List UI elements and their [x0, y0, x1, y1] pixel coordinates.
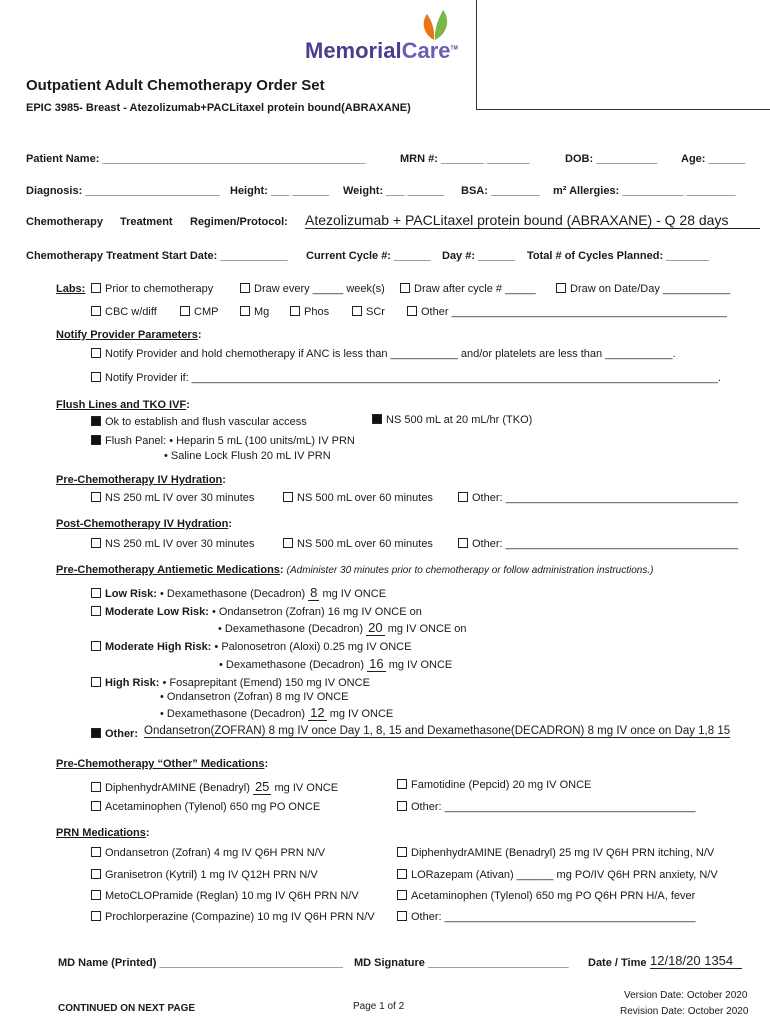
mod-high-risk-label: Moderate High Risk:	[105, 641, 212, 653]
checkbox-checked[interactable]	[372, 414, 382, 424]
post-hydration-opt2-label: NS 500 mL over 60 minutes	[297, 538, 433, 550]
regimen-label: Regimen/Protocol:	[190, 216, 288, 228]
prn-right-3-label: Acetaminophen (Tylenol) 650 mg PO Q6H PRN H/A, fever	[411, 890, 696, 902]
checkbox[interactable]	[91, 847, 101, 857]
checkbox[interactable]	[91, 641, 101, 651]
checkbox[interactable]	[91, 606, 101, 616]
age-field[interactable]: Age: ______	[681, 153, 746, 165]
checkbox[interactable]	[400, 283, 410, 293]
high-risk-drug1: • Fosaprepitant (Emend) 150 mg IV ONCE	[162, 677, 370, 689]
high-risk-dose[interactable]: 12	[310, 705, 325, 720]
labs-mg[interactable]	[240, 306, 269, 318]
other-meds-heading: Pre-Chemotherapy “Other” Medications:	[56, 758, 269, 770]
mod-high-risk-row[interactable]	[91, 641, 411, 653]
checkbox[interactable]	[397, 890, 407, 900]
checkbox-checked[interactable]	[91, 728, 101, 738]
prn-right-2[interactable]	[397, 869, 718, 881]
prn-left-4[interactable]	[91, 911, 375, 923]
prn-right-1-label: DiphenhydrAMINE (Benadryl) 25 mg IV Q6H PRN itching, N/V	[411, 847, 715, 859]
checkbox[interactable]	[91, 372, 101, 382]
checkbox[interactable]	[283, 492, 293, 502]
labs-cbc[interactable]	[91, 306, 157, 318]
high-risk-row[interactable]	[91, 677, 370, 689]
prn-right-2-label: LORazepam (Ativan) ______ mg PO/IV Q6H PRN anxiety, N/V	[411, 869, 718, 881]
acetaminophen-label: Acetaminophen (Tylenol) 650 mg PO ONCE	[105, 801, 321, 813]
mod-high-risk-drug1: • Palonosetron (Aloxi) 0.25 mg IV ONCE	[214, 641, 412, 653]
labs-scr[interactable]	[352, 306, 385, 318]
post-hydration-opt3-label: Other: ______________________________________	[472, 538, 739, 550]
labs-draw-after-label: Draw after cycle # _____	[414, 283, 536, 295]
mod-high-risk-row2	[219, 656, 452, 671]
labs-draw-on-label: Draw on Date/Day ___________	[570, 283, 731, 295]
flush-ns500-label: NS 500 mL at 20 mL/hr (TKO)	[386, 414, 533, 426]
notify-line2[interactable]	[91, 372, 721, 384]
antiemetic-heading-text: Pre-Chemotherapy Antiemetic Medications	[56, 564, 280, 576]
checkbox[interactable]	[397, 847, 407, 857]
labs-label: Labs:	[56, 283, 86, 295]
prn-left-3-label: MetoCLOPramide (Reglan) 10 mg IV Q6H PRN N/V	[105, 890, 359, 902]
prn-right-4-label: Other: _________________________________________	[411, 911, 696, 923]
checkbox[interactable]	[240, 306, 250, 316]
md-signature-field[interactable]: MD Signature _______________________	[354, 957, 569, 969]
high-risk-drug3: • Dexamethasone (Decadron)	[160, 708, 306, 720]
labs-cmp[interactable]	[180, 306, 218, 318]
checkbox[interactable]	[91, 890, 101, 900]
bsa-field[interactable]: BSA: ________	[461, 185, 540, 197]
prn-left-4-label: Prochlorperazine (Compazine) 10 mg IV Q6H PRN N/V	[105, 911, 375, 923]
checkbox[interactable]	[91, 283, 101, 293]
regimen-value[interactable]	[305, 212, 760, 229]
labs-scr-label: SCr	[366, 306, 385, 318]
other-antiemetic-label: Other:	[105, 728, 138, 740]
checkbox[interactable]	[91, 538, 101, 548]
labs-phos[interactable]	[290, 306, 329, 318]
total-cycles-field[interactable]: Total # of Cycles Planned: _______	[527, 250, 709, 262]
post-hydration-heading: Post-Chemotherapy IV Hydration:	[56, 518, 233, 530]
checkbox[interactable]	[240, 283, 250, 293]
logo	[305, 8, 465, 64]
labs-cmp-label: CMP	[194, 306, 219, 318]
low-risk-label: Low Risk:	[105, 588, 157, 600]
labs-other-label: Other _____________________________________________	[421, 306, 727, 318]
diphen-row[interactable]	[91, 779, 338, 794]
prn-right-1[interactable]	[397, 847, 714, 859]
acetaminophen-row[interactable]	[91, 801, 320, 813]
mod-low-risk-drug2: • Dexamethasone (Decadron)	[218, 623, 364, 635]
other-meds-other-label: Other: _________________________________________	[411, 801, 696, 813]
famotidine-row[interactable]	[397, 779, 591, 791]
labs-prior-label: Prior to chemotherapy	[105, 283, 214, 295]
checkbox[interactable]	[556, 283, 566, 293]
high-risk-label: High Risk:	[105, 677, 160, 689]
checkbox[interactable]	[91, 869, 101, 879]
patient-name-field[interactable]: Patient Name: ___________________________________________	[26, 153, 366, 165]
logo-care: Care	[401, 38, 451, 63]
leaf-icon	[417, 8, 453, 42]
label-box-bottom	[476, 109, 770, 110]
flush-panel-label: Flush Panel: • Heparin 5 mL (100 units/mL) IV PRN	[105, 435, 355, 447]
regimen-text: Atezolizumab + PACLitaxel protein bound (ABRAXANE) - Q 28 days	[305, 212, 729, 228]
treatment-label: Treatment	[120, 216, 173, 228]
chemo-label: Chemotherapy	[26, 216, 104, 228]
pre-hydration-opt2[interactable]	[283, 492, 433, 504]
pre-hydration-opt3[interactable]	[458, 492, 738, 504]
post-hydration-opt1-label: NS 250 mL IV over 30 minutes	[105, 538, 255, 550]
other-antiemetic-row[interactable]	[91, 728, 138, 740]
page-number: Page 1 of 2	[353, 1001, 405, 1012]
labs-draw-every[interactable]	[240, 283, 385, 295]
prn-left-3[interactable]	[91, 890, 359, 902]
mod-high-risk-dose[interactable]: 16	[369, 656, 384, 671]
cycle-field[interactable]: Current Cycle #: ______	[306, 250, 431, 262]
checkbox[interactable]	[91, 677, 101, 687]
day-field[interactable]: Day #: ______	[442, 250, 515, 262]
logo-memorial: Memorial	[305, 38, 402, 63]
labs-draw-after[interactable]	[400, 283, 536, 295]
pre-hydration-opt3-label: Other: ______________________________________	[472, 492, 739, 504]
prn-left-2[interactable]	[91, 869, 318, 881]
notify-line1-label: Notify Provider and hold chemotherapy if ANC is less than ___________ and/or platelets are less than ___________.	[105, 348, 676, 360]
checkbox[interactable]	[91, 492, 101, 502]
prn-left-1[interactable]	[91, 847, 325, 859]
diphen-dose[interactable]: 25	[254, 779, 270, 794]
checkbox[interactable]	[397, 911, 407, 921]
allergies-field[interactable]: m² Allergies: __________ ________	[553, 185, 736, 197]
flush-ok[interactable]	[91, 416, 307, 428]
checkbox[interactable]	[91, 348, 101, 358]
pre-hydration-opt2-label: NS 500 mL over 60 minutes	[297, 492, 433, 504]
pre-hydration-opt1[interactable]	[91, 492, 254, 504]
revision-date: Revision Date: October 2020	[620, 1006, 749, 1017]
prn-left-1-label: Ondansetron (Zofran) 4 mg IV Q6H PRN N/V	[105, 847, 326, 859]
checkbox[interactable]	[458, 492, 468, 502]
checkbox[interactable]	[283, 538, 293, 548]
flush-ns500[interactable]	[372, 414, 532, 426]
checkbox-checked[interactable]	[91, 435, 101, 445]
checkbox[interactable]	[91, 782, 101, 792]
mod-low-risk-label: Moderate Low Risk:	[105, 606, 209, 618]
mod-low-risk-dose[interactable]: 20	[368, 620, 383, 635]
date-time-text: 12/18/20 1354	[650, 953, 734, 968]
labs-draw-on[interactable]	[556, 283, 730, 295]
low-risk-drug: • Dexamethasone (Decadron)	[160, 588, 306, 600]
low-risk-dose[interactable]: 8	[310, 585, 318, 600]
other-antiemetic-value[interactable]	[144, 725, 730, 738]
page-subtitle: EPIC 3985- Breast - Atezolizumab+PACLitaxel protein bound(ABRAXANE)	[26, 102, 411, 114]
notify-heading: Notify Provider Parameters:	[56, 329, 202, 341]
mod-low-risk-row2	[218, 620, 467, 635]
page-title: Outpatient Adult Chemotherapy Order Set	[26, 77, 325, 94]
prn-heading: PRN Medications:	[56, 827, 150, 839]
prn-right-4[interactable]	[397, 911, 695, 923]
checkbox[interactable]	[91, 911, 101, 921]
prn-heading-text: PRN Medications	[56, 827, 146, 839]
notify-line2-label: Notify Provider if: ______________________________________________________________________________________.	[105, 372, 721, 384]
diphen-drug: DiphenhydrAMINE (Benadryl)	[105, 782, 250, 794]
labs-prior[interactable]	[91, 283, 213, 295]
checkbox[interactable]	[290, 306, 300, 316]
mrn-field[interactable]: MRN #: _______ _______	[400, 153, 530, 165]
flush-heading: Flush Lines and TKO IVF:	[56, 399, 190, 411]
weight-field[interactable]: Weight: ___ ______	[343, 185, 445, 197]
flush-saline: • Saline Lock Flush 20 mL IV PRN	[164, 450, 331, 462]
checkbox[interactable]	[91, 306, 101, 316]
high-risk-route: mg IV ONCE	[329, 708, 394, 720]
post-hydration-opt2[interactable]	[283, 538, 433, 550]
prn-right-3[interactable]	[397, 890, 695, 902]
post-hydration-opt1[interactable]	[91, 538, 254, 550]
checkbox[interactable]	[397, 869, 407, 879]
pre-hydration-opt1-label: NS 250 mL IV over 30 minutes	[105, 492, 255, 504]
post-hydration-heading-text: Post-Chemotherapy IV Hydration	[56, 518, 229, 530]
antiemetic-note: (Administer 30 minutes prior to chemotherapy or follow administration instructions.)	[286, 565, 654, 576]
flush-ok-label: Ok to establish and flush vascular access	[105, 416, 307, 428]
labs-cbc-label: CBC w/diff	[105, 306, 157, 318]
labs-mg-label: Mg	[254, 306, 270, 318]
flush-panel[interactable]	[91, 435, 355, 447]
other-meds-other-row[interactable]	[397, 801, 695, 813]
notify-line1[interactable]	[91, 348, 676, 360]
famotidine-label: Famotidine (Pepcid) 20 mg IV ONCE	[411, 779, 592, 791]
labs-phos-label: Phos	[304, 306, 330, 318]
low-risk-row[interactable]	[91, 585, 386, 600]
date-time-value[interactable]	[650, 953, 742, 969]
mod-low-risk-drug1: • Ondansetron (Zofran) 16 mg IV ONCE on	[211, 606, 422, 618]
mod-high-risk-drug2: • Dexamethasone (Decadron)	[219, 659, 365, 671]
diphen-route: mg IV ONCE	[274, 782, 339, 794]
labs-draw-every-label: Draw every _____ week(s)	[254, 283, 385, 295]
checkbox[interactable]	[397, 779, 407, 789]
start-date-field[interactable]: Chemotherapy Treatment Start Date: ___________	[26, 250, 288, 262]
flush-heading-text: Flush Lines and TKO IVF	[56, 399, 187, 411]
md-name-field[interactable]: MD Name (Printed) ______________________________	[58, 957, 343, 969]
prn-left-2-label: Granisetron (Kytril) 1 mg IV Q12H PRN N/V	[105, 869, 318, 881]
other-meds-heading-text: Pre-Chemotherapy “Other” Medications	[56, 758, 265, 770]
checkbox-checked[interactable]	[91, 416, 101, 426]
checkbox[interactable]	[91, 588, 101, 598]
height-field[interactable]: Height: ___ ______	[230, 185, 330, 197]
mod-high-risk-route: mg IV ONCE	[388, 659, 453, 671]
low-risk-route: mg IV ONCE	[322, 588, 387, 600]
checkbox[interactable]	[352, 306, 362, 316]
high-risk-row3	[160, 705, 393, 720]
antiemetic-heading: Pre-Chemotherapy Antiemetic Medications: (Administer 30 minutes prior to chemotherapy or follow administration instructions.)	[56, 564, 654, 576]
version-date: Version Date: October 2020	[624, 990, 748, 1001]
post-hydration-opt3[interactable]	[458, 538, 738, 550]
date-time-label: Date / Time	[588, 957, 647, 969]
pre-hydration-heading-text: Pre-Chemotherapy IV Hydration	[56, 474, 223, 486]
continued-note: CONTINUED ON NEXT PAGE	[58, 1003, 196, 1014]
diagnosis-field[interactable]: Diagnosis: ______________________	[26, 185, 220, 197]
checkbox[interactable]	[91, 801, 101, 811]
high-risk-row2: • Ondansetron (Zofran) 8 mg IV ONCE	[160, 691, 349, 703]
other-antiemetic-text: Ondansetron(ZOFRAN) 8 mg IV once Day 1, 8, 15 and Dexamethasone(DECADRON) 8 mg IV once on Day 1,8 15	[144, 725, 730, 737]
notify-heading-text: Notify Provider Parameters	[56, 329, 198, 341]
checkbox[interactable]	[458, 538, 468, 548]
mod-low-risk-row[interactable]	[91, 606, 422, 618]
pre-hydration-heading: Pre-Chemotherapy IV Hydration:	[56, 474, 226, 486]
dob-field[interactable]: DOB: __________	[565, 153, 658, 165]
label-box-left	[476, 0, 477, 110]
logo-tm: TM	[450, 45, 458, 52]
checkbox[interactable]	[407, 306, 417, 316]
mod-low-risk-route: mg IV ONCE on	[387, 623, 467, 635]
checkbox[interactable]	[180, 306, 190, 316]
labs-other[interactable]	[407, 306, 727, 318]
checkbox[interactable]	[397, 801, 407, 811]
